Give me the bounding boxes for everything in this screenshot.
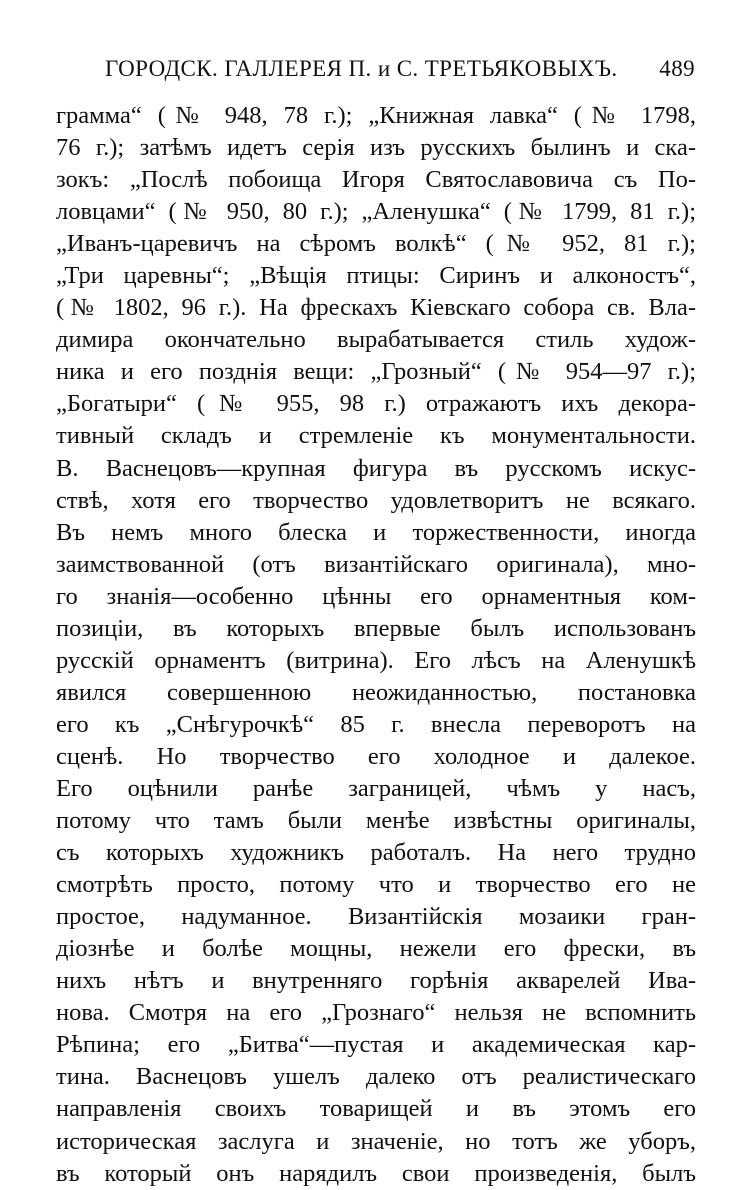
page-number: 489 (659, 56, 695, 81)
text-line: смотрѣть просто, потому что и творчество его не (56, 871, 696, 899)
text-line: 76 г.); затѣмъ идетъ серія изъ русскихъ былинъ и ска- (56, 134, 696, 162)
text-line: ловцами“ (№ 950, 80 г.); „Аленушка“ (№ 1799, 81 г.); (56, 198, 696, 226)
text-line: направленія своихъ товарищей и въ этомъ его (56, 1095, 696, 1123)
text-line: го знанія—особенно цѣнны его орнаментныя ком- (56, 582, 696, 610)
text-line: „Три царевны“; „Вѣщія птицы: Сиринъ и алконостъ“, (56, 262, 696, 290)
text-line: ствѣ, хотя его творчество удовлетворитъ не всякаго. (56, 486, 696, 514)
running-header-title: ГОРОДСК. ГАЛЛЕРЕЯ П. и С. ТРЕТЬЯКОВЫХЪ. (105, 56, 618, 81)
text-line: ника и его позднія вещи: „Грозный“ (№ 954—97 г.); (56, 358, 696, 386)
text-line: (№ 1802, 96 г.). На фрескахъ Кіевскаго собора св. Вла- (56, 294, 696, 322)
text-line: русскій орнаментъ (витрина). Его лѣсъ на Аленушкѣ (56, 646, 696, 674)
text-line: въ который онъ нарядилъ свои произведенія, былъ (56, 1159, 696, 1187)
text-line: тина. Васнецовъ ушелъ далеко отъ реалистическаго (56, 1063, 696, 1091)
text-line: нова. Смотря на его „Грознаго“ нельзя не вспомнить (56, 999, 696, 1027)
text-line: заимствованной (отъ византійскаго оригинала), мно- (56, 550, 696, 578)
body-text (56, 100, 696, 1190)
text-line: Въ немъ много блеска и торжественности, иногда (56, 518, 696, 546)
text-line: зокъ: „Послѣ побоища Игоря Святославовича съ По- (56, 166, 696, 194)
running-header (105, 56, 695, 90)
text-line: грамма“ (№ 948, 78 г.); „Книжная лавка“ (№ 1798, (56, 102, 696, 129)
text-line: В. Васнецовъ—крупная фигура въ русскомъ искус- (56, 454, 696, 482)
text-line: потому что тамъ были менѣе извѣстны оригиналы, (56, 807, 696, 835)
text-line: позиціи, въ которыхъ впервые былъ использованъ (56, 614, 696, 642)
text-line: съ которыхъ художникъ работалъ. На него трудно (56, 839, 696, 867)
text-line: „Иванъ-царевичъ на сѣромъ волкѣ“ (№ 952, 81 г.); (56, 230, 696, 258)
text-line: діознѣе и болѣе мощны, нежели его фрески, въ (56, 935, 696, 963)
text-line: Его оцѣнили ранѣе заграницей, чѣмъ у насъ, (56, 774, 696, 802)
text-line: сценѣ. Но творчество его холодное и далекое. (56, 742, 696, 770)
text-line: простое, надуманное. Византійскія мозаики гран- (56, 903, 696, 931)
text-line: нихъ нѣтъ и внутренняго горѣнія акварелей Ива- (56, 967, 696, 995)
text-line: „Богатыри“ (№ 955, 98 г.) отражаютъ ихъ декора- (56, 390, 696, 418)
text-line: историческая заслуга и значеніе, но тотъ же уборъ, (56, 1127, 696, 1155)
text-line: явился совершенною неожиданностью, постановка (56, 678, 696, 706)
text-line: димира окончательно вырабатывается стиль худож- (56, 326, 696, 354)
text-line: его къ „Снѣгурочкѣ“ 85 г. внесла переворотъ на (56, 710, 696, 738)
text-line: тивный складъ и стремленіе къ монументальности. (56, 422, 696, 450)
text-line: Рѣпина; его „Битва“—пустая и академическая кар- (56, 1031, 696, 1059)
